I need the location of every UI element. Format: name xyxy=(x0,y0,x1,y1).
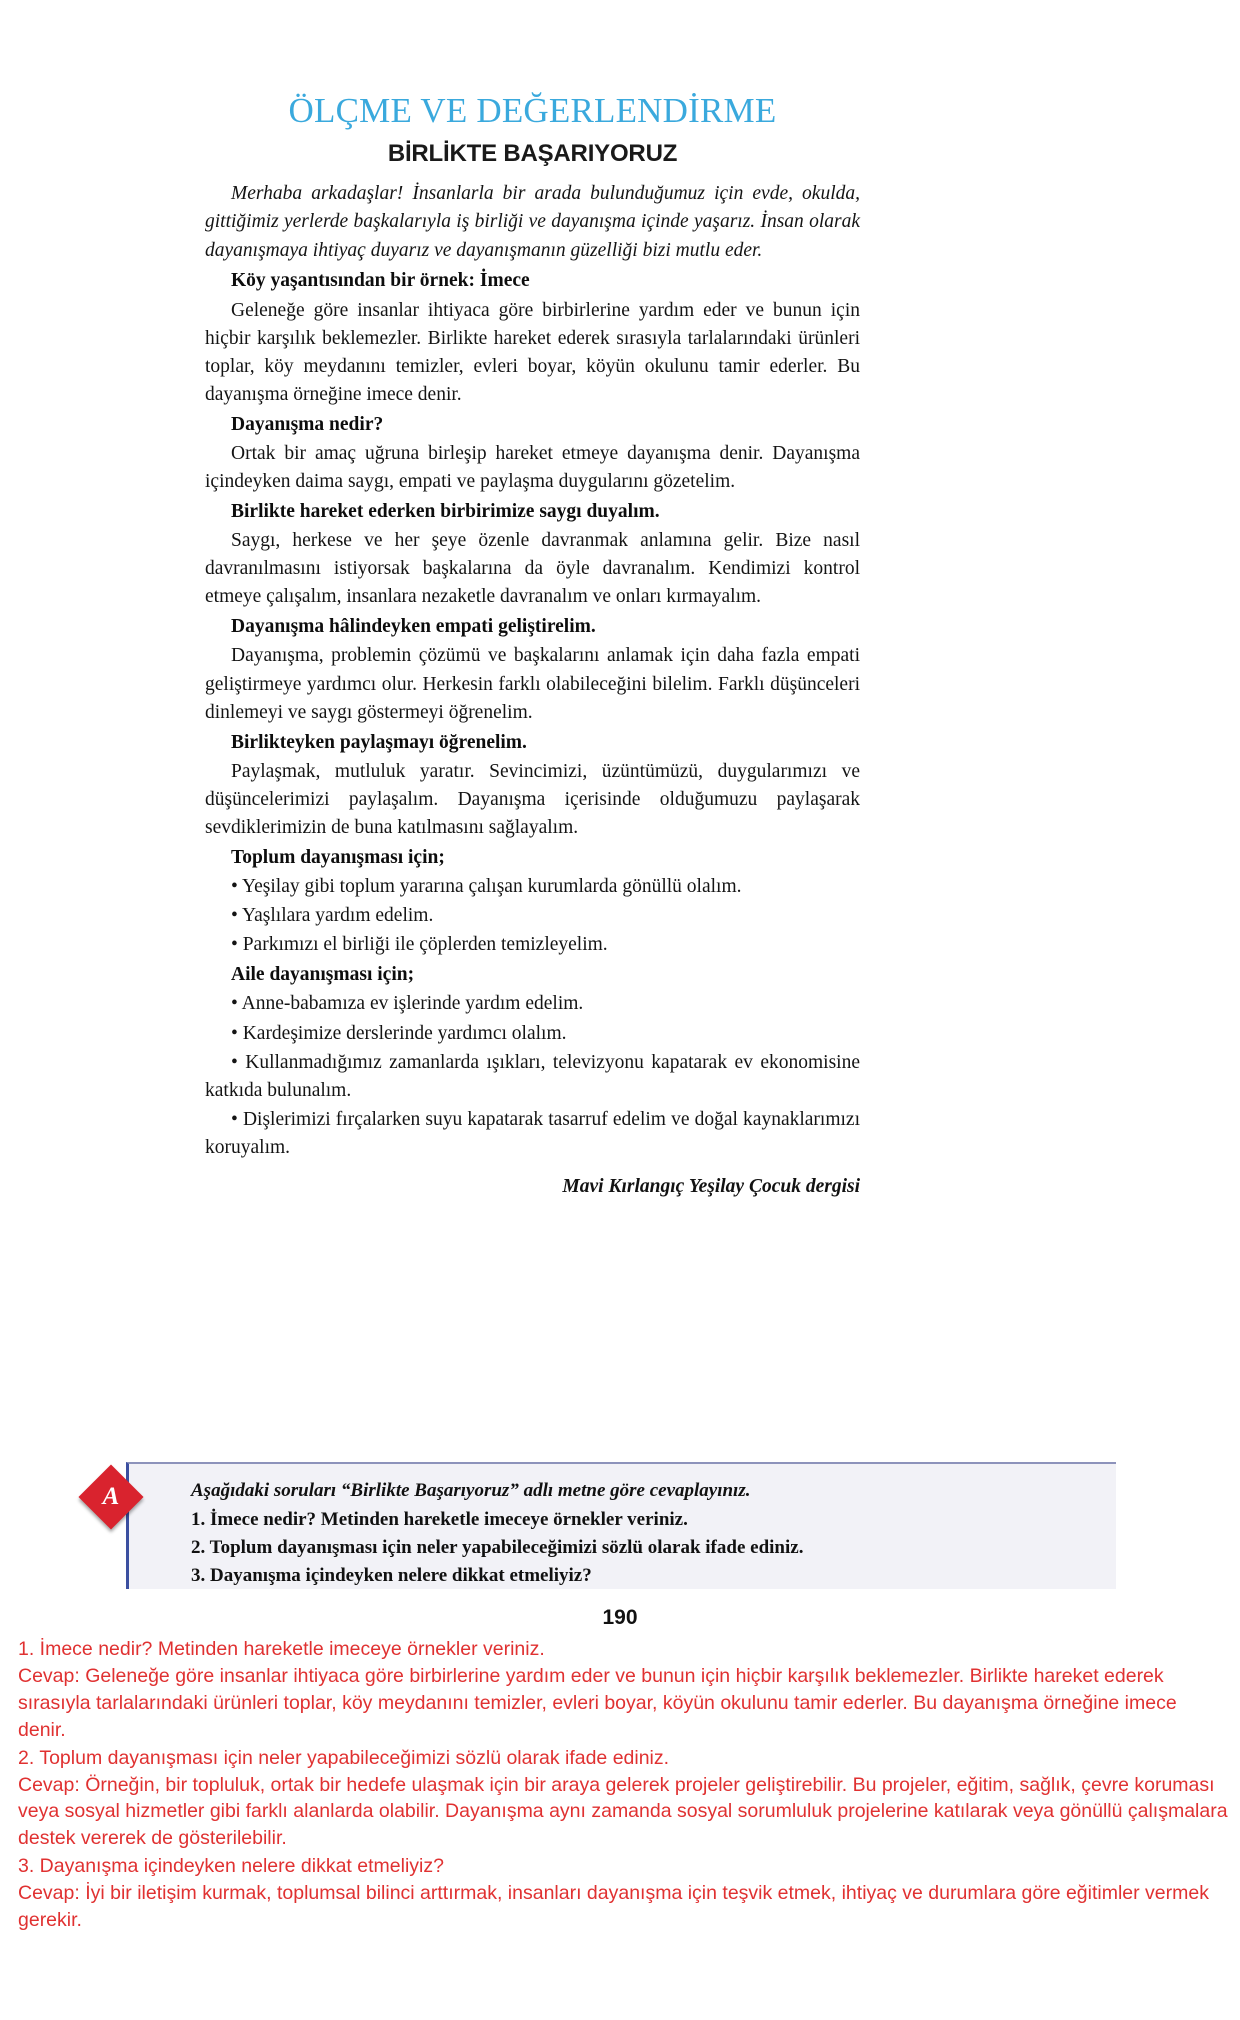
question-item-1: 1. İmece nedir? Metinden hareketle imeceye örnekler veriniz. xyxy=(191,1508,688,1530)
paragraph-empati: Dayanışma, problemin çözümü ve başkalarını anlamak için daha fazla empati geliştirmeye yardımcı olur. Herkesin farklı olabileceğini bilelim. Farklı düşünceleri dinlemeyi ve saygı göstermeyi öğrenelim. xyxy=(205,645,860,723)
list-item: • Kullanmadığımız zamanlarda ışıkları, televizyonu kapatarak ev ekonomisine katkıda bulunalım. xyxy=(205,1051,860,1101)
page-title: ÖLÇME VE DEĞERLENDİRME xyxy=(288,91,777,130)
heading-aile-dayanismasi: Aile dayanışması için; xyxy=(231,964,415,986)
question-item-3: 3. Dayanışma içindeyken nelere dikkat etmeliyiz? xyxy=(191,1564,592,1586)
list-item: • Anne-babamıza ev işlerinde yardım edelim. xyxy=(231,993,584,1015)
list-item: • Parkımızı el birliği ile çöplerden temizleyelim. xyxy=(231,934,608,956)
heading-imece: Köy yaşantısından bir örnek: İmece xyxy=(231,270,530,292)
answer-text-2: Cevap: Örneğin, bir topluluk, ortak bir hedefe ulaşmak için bir araya gelerek projeler geliştirebilir. Bu projeler, eğitim, sağlık, çevre koruması veya sosyal hizmetler gibi farklı alanlarda olabilir. Dayanışma aynı zamanda sosyal sorumluluk projelerine katılarak veya gönüllü çalışmalara destek vererek de gösterilebilir. xyxy=(18,1773,1228,1850)
list-item: • Dişlerimizi fırçalarken suyu kapatarak tasarruf edelim ve doğal kaynaklarımızı koruyalım. xyxy=(205,1108,860,1158)
page-number: 190 xyxy=(602,1606,638,1629)
list-item: • Yaşlılara yardım edelim. xyxy=(231,905,434,927)
paragraph-paylasma: Paylaşmak, mutluluk yaratır. Sevincimizi, üzüntümüzü, duygularımızı ve düşüncelerimizi paylaşalım. Dayanışma içerisinde olduğumuzu paylaşarak sevdiklerimizin de buna katılmasını sağlayalım. xyxy=(205,760,860,838)
activity-prompt: Aşağıdaki soruları “Birlikte Başarıyoruz” adlı metne göre cevaplayınız. xyxy=(191,1480,751,1501)
answer-question-1: 1. İmece nedir? Metinden hareketle imeceye örnekler veriniz. xyxy=(18,1638,545,1660)
source-attribution: Mavi Kırlangıç Yeşilay Çocuk dergisi xyxy=(562,1175,860,1197)
answer-text-3: Cevap: İyi bir iletişim kurmak, toplumsal bilinci arttırmak, insanları dayanışma için teşvik etmek, ihtiyaç ve durumlara göre eğitimler vermek gerekir. xyxy=(18,1882,1209,1932)
paragraph-dayanisma-nedir: Ortak bir amaç uğruna birleşip hareket etmeye dayanışma denir. Dayanışma içindeyken daima saygı, empati ve paylaşma duygularını gözetelim. xyxy=(205,442,860,493)
intro-paragraph: Merhaba arkadaşlar! İnsanlarla bir arada bulunduğumuz için evde, okulda, gittiğimiz yerlerde başkalarıyla iş birliği ve dayanışma içinde yaşarız. İnsan olarak dayanışmaya ihtiyaç duyarız ve dayanışmanın güzelliği bizi mutlu eder. xyxy=(205,182,860,261)
answer-block-3 xyxy=(18,1853,1228,1934)
heading-saygi: Birlikte hareket ederken birbirimize saygı duyalım. xyxy=(231,501,660,523)
heading-toplum-dayanismasi: Toplum dayanışması için; xyxy=(231,847,445,869)
question-item-2: 2. Toplum dayanışması için neler yapabileceğimizi sözlü olarak ifade ediniz. xyxy=(191,1536,804,1558)
answer-block-1 xyxy=(18,1636,1228,1744)
page-subtitle: BİRLİKTE BAŞARIYORUZ xyxy=(387,139,678,167)
paragraph-saygi: Saygı, herkese ve her şeye özenle davranmak anlamına gelir. Bize nasıl davranılmasını istiyorsak başkalarına da öyle davranalım. Kendimizi kontrol etmeye çalışalım, insanlara nezaketle davranalım ve onları kırmayalım. xyxy=(205,530,860,608)
list-item: • Yeşilay gibi toplum yararına çalışan kurumlarda gönüllü olalım. xyxy=(231,876,742,898)
heading-dayanisma-nedir: Dayanışma nedir? xyxy=(231,413,384,435)
heading-paylasma: Birlikteyken paylaşmayı öğrenelim. xyxy=(231,731,527,753)
answer-block-2 xyxy=(18,1745,1228,1853)
heading-empati: Dayanışma hâlindeyken empati geliştirelim. xyxy=(231,616,596,638)
activity-question-box xyxy=(126,1462,1116,1589)
answer-question-3: 3. Dayanışma içindeyken nelere dikkat etmeliyiz? xyxy=(18,1855,444,1878)
paragraph-imece: Geleneğe göre insanlar ihtiyaca göre birbirlerine yardım eder ve bunun için hiçbir karşılık beklemezler. Birlikte hareket ederek sırasıyla tarlalarındaki ürünleri toplar, köy meydanını temizler, evleri boyar, köyün okulunu tamir ederler. Bu dayanışma örneğine imece denir. xyxy=(205,299,860,405)
content-column xyxy=(205,0,860,1198)
activity-badge-letter: A xyxy=(102,1483,120,1510)
list-item: • Kardeşimize derslerinde yardımcı olalım. xyxy=(231,1022,567,1044)
answer-question-2: 2. Toplum dayanışması için neler yapabileceğimizi sözlü olarak ifade ediniz. xyxy=(18,1746,670,1769)
activity-badge-diamond-icon xyxy=(78,1464,143,1529)
answer-text-1: Cevap: Geleneğe göre insanlar ihtiyaca göre birbirlerine yardım eder ve bunun için hiçbir karşılık beklemezler. Birlikte hareket ederek sırasıyla tarlalarındaki ürünleri toplar, köy meydanını temizler, evleri boyar, köyün okulunu tamir ederler. Bu dayanışma örneğine imece denir. xyxy=(18,1664,1177,1741)
answer-overlay xyxy=(18,1636,1228,1935)
